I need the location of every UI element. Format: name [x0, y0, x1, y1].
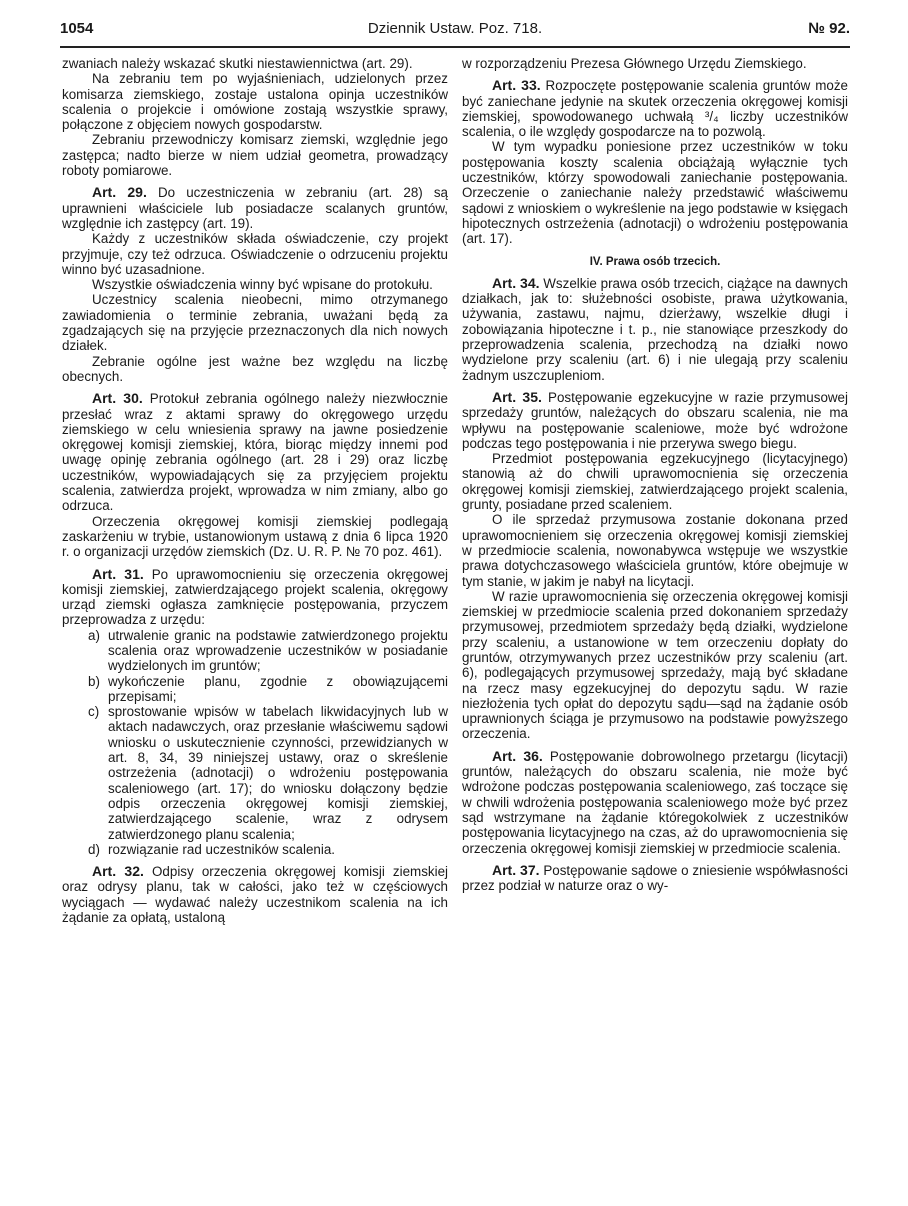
- article-label: Art. 36.: [492, 747, 543, 764]
- article-label: Art. 33.: [492, 77, 541, 94]
- article-text: Postępowanie dobrowolnego przetargu (licytacji) gruntów, należących do obszaru scalenia, nie może być wdrożone podczas postępowania scaleniowego, zaś toczące się w chwili wdrożenia postępowania scaleniowego może być przez sąd wstrzymane na żądanie któregokolwiek z uczestników postępowania licytacyjnego na czas, aż do uprawomocnienia się orzeczenia okręgowej komisji ziemskiej w przedmiocie scalenia.: [462, 748, 848, 856]
- right-column: [462, 56, 848, 893]
- paragraph: Uczestnicy scalenia nieobecni, mimo otrzymanego zawiadomienia o terminie zebrania, uważani będą za zgadzających się na przyjęcie przeznaczonych dla nich nowych działek.: [62, 292, 448, 354]
- paragraph: Każdy z uczestników składa oświadczenie, czy projekt przyjmuje, czy też odrzuca. Oświadczenie o odrzuceniu projektu winno być uzasadnione.: [62, 231, 448, 277]
- article-text: Postępowanie egzekucyjne w razie przymusowej sprzedaży gruntów, należących do obszaru scalenia, nie ma wpływu na postępowanie scaleniowe, może być wdrożone podczas tego postępowania i nie przerywa swego biegu.: [462, 389, 848, 451]
- article-text: Rozpoczęte postępowanie scalenia gruntów może być zaniechane jedynie na skutek orzeczenia okręgowej komisji ziemskiej, spowodowanego uchwałą ³/₄ liczby uczestników scalenia, o ile względy gospodarcze na to pozwolą.: [462, 78, 848, 140]
- article-35: [462, 390, 848, 451]
- article-36: [462, 749, 848, 856]
- paragraph: Przedmiot postępowania egzekucyjnego (licytacyjnego) stanowią aż do chwili uprawomocnienia się orzeczenia okręgowej komisji ziemskiej, zatwierdzającego projekt scalenia, grunty, posiadane przed scaleniem.: [462, 451, 848, 513]
- article-33: [462, 78, 848, 139]
- paragraph: O ile sprzedaż przymusowa zostanie dokonana przed uprawomocnieniem się orzeczenia okręgowej komisji ziemskiej w przedmiocie scalenia, nowonabywca wstępuje we wszystkie prawa dotychczasowego właściciela gruntów, które obejmuje w tym stanie, w jakim je nabył na licytacji.: [462, 512, 848, 589]
- item-text: wykończenie planu, zgodnie z obowiązującemi przepisami;: [108, 673, 448, 704]
- article-text: Wszelkie prawa osób trzecich, ciążące na dawnych działkach, jak to: służebności osobiste, prawa użytkowania, używania, zastawu, najmu, dzierżawy, wszelkie długi i zobowiązania hipoteczne i t. p., nie stanowiące przeszkody do przeprowadzenia scalenia, przechodzą na działki nowo wydzielone przy scaleniu (art. 6) i nie ulegają przy scaleniu żadnym uszczupleniom.: [462, 275, 848, 383]
- paragraph: zwaniach należy wskazać skutki niestawiennictwa (art. 29).: [62, 56, 413, 71]
- page-header: [60, 20, 850, 42]
- article-29: [62, 185, 448, 231]
- header-rule: [60, 46, 850, 48]
- article-label: Art. 30.: [92, 390, 143, 407]
- article-32: [62, 864, 448, 925]
- list-item: [88, 674, 448, 705]
- article-text: Do uczestniczenia w zebraniu (art. 28) są uprawnieni właściciele lub posiadacze scalanych gruntów, względnie ich zastępcy (art. 19).: [62, 185, 448, 231]
- list-item: [88, 704, 448, 842]
- item-label: b): [88, 673, 100, 689]
- paragraph: Wszystkie oświadczenia winny być wpisane do protokułu.: [92, 277, 433, 293]
- item-label: a): [88, 627, 100, 643]
- paragraph: Na zebraniu tem po wyjaśnieniach, udzielonych przez komisarza ziemskiego, zostaje ustalona opinja uczestników scalenia o projekcie i omówione zostają wszystkie sprawy, połączone z objęciem nowych gospodarstw.: [62, 71, 448, 133]
- page-number: 1054: [60, 20, 94, 37]
- paragraph: w rozporządzeniu Prezesa Głównego Urzędu Ziemskiego.: [462, 56, 807, 71]
- article-label: Art. 29.: [92, 184, 147, 201]
- article-label: Art. 34.: [492, 274, 540, 291]
- item-text: utrwalenie granic na podstawie zatwierdzonego projektu scalenia oraz wprowadzenie uczestników w posiadanie wydzielonych im gruntów;: [108, 627, 448, 674]
- paragraph: Zebranie ogólne jest ważne bez względu na liczbę obecnych.: [62, 353, 448, 384]
- list-item: [88, 628, 448, 674]
- paragraph: Orzeczenia okręgowej komisji ziemskiej podlegają zaskarżeniu w trybie, ustanowionym ustawą z dnia 6 lipca 1920 r. o organizacji urzędów ziemskich (Dz. U. R. P. № 70 poz. 461).: [62, 513, 448, 560]
- article-37: [462, 863, 848, 894]
- article-label: Art. 32.: [92, 863, 144, 880]
- paragraph: Zebraniu przewodniczy komisarz ziemski, względnie jego zastępca; nadto bierze w niem udział geometra, prowadzący roboty pomiarowe.: [62, 132, 448, 179]
- article-34: [462, 276, 848, 383]
- paragraph: W tym wypadku poniesione przez uczestników w toku postępowania koszty scalenia obciążają wyłącznie tych uczestników, którzy spowodowali zaniechanie postępowania. Orzeczenie o zaniechanie należy przedstawić właściwemu sądowi z wnioskiem o wykreślenie na jego podstawie w księgach hipotecznych ostrzeżenia (adnotacji) o wdrożeniu postępowania (art. 17).: [462, 139, 848, 247]
- item-label: c): [88, 704, 100, 720]
- article-text: Protokuł zebrania ogólnego należy niezwłocznie przesłać wraz z aktami sprawy do okręgowego urzędu ziemskiego w celu wniesienia sprawy na jawne posiedzenie okręgowej komisji ziemskiej, która, biorąc między innemi pod uwagę opinję zebrania ogólnego (art. 28 i 29) oraz liczbę uczestników, wypowiadających się za przyjęciem projektu scalenia, zatwierdza projekt, wprowadza w nim zmiany, albo go odrzuca.: [62, 391, 448, 514]
- issue-number: № 92.: [808, 20, 850, 37]
- article-31: [62, 567, 448, 628]
- article-text: Po uprawomocnieniu się orzeczenia okręgowej komisji ziemskiej, zatwierdzającego projekt scalenia, okręgowy urząd ziemski ogłasza zamknięcie postępowania, przyczem przeprowadza z urzędu:: [62, 566, 448, 628]
- paragraph: W razie uprawomocnienia się orzeczenia okręgowej komisji ziemskiej w przedmiocie scalenia przed dokonaniem sprzedaży przymusowej, przedmiotem sprzedaży będą działki, wydzielone przy scaleniu, a ustanowione w tem orzeczeniu dopłaty do gruntów, otrzymywanych przez uczestników przy scaleniu (art. 6), podlegających przymusowej sprzedaży, mają być składane na rzecz masy egzekucyjnej do depozytu sądu. W razie niezłożenia tych opłat do depozytu sądu—sąd na żądanie osób uprawnionych ściąga je przymusowo na podstawie powyższego orzeczenia.: [462, 588, 848, 742]
- article-label: Art. 37.: [492, 861, 540, 878]
- item-text: rozwiązanie rad uczestników scalenia.: [108, 841, 336, 857]
- item-label: d): [88, 841, 100, 857]
- section-heading: IV. Prawa osób trzecich.: [589, 255, 721, 268]
- journal-title: Dziennik Ustaw. Poz. 718.: [367, 20, 543, 37]
- article-30: [62, 391, 448, 513]
- left-column: [62, 56, 448, 925]
- article-label: Art. 31.: [92, 565, 144, 582]
- list-item: [88, 842, 448, 857]
- article-text: Odpisy orzeczenia okręgowej komisji ziemskiej oraz odrysy planu, tak w całości, jako też w częściowych wyciągach — wydawać należy uczestnikom scalenia na ich żądanie za opłatą, ustaloną: [62, 864, 448, 926]
- article-text: Postępowanie sądowe o zniesienie współwłasności przez podział w naturze oraz o wy-: [462, 862, 848, 894]
- item-text: sprostowanie wpisów w tabelach likwidacyjnych lub w aktach nadawczych, oraz przesłanie właściwemu sądowi wniosku o uskutecznienie czynności, przewidzianych w art. 8, 34, 39 niniejszej ustawy, oraz o skreślenie ostrzeżenia (adnotacji) o wdrożeniu postępowania scaleniowego (art. 17); do wniosku dołączony będzie odpis orzeczenia okręgowej komisji ziemskiej, zatwierdzającego scalenie, wraz z odrysem zatwierdzonego planu scalenia;: [108, 704, 448, 842]
- article-label: Art. 35.: [492, 388, 542, 405]
